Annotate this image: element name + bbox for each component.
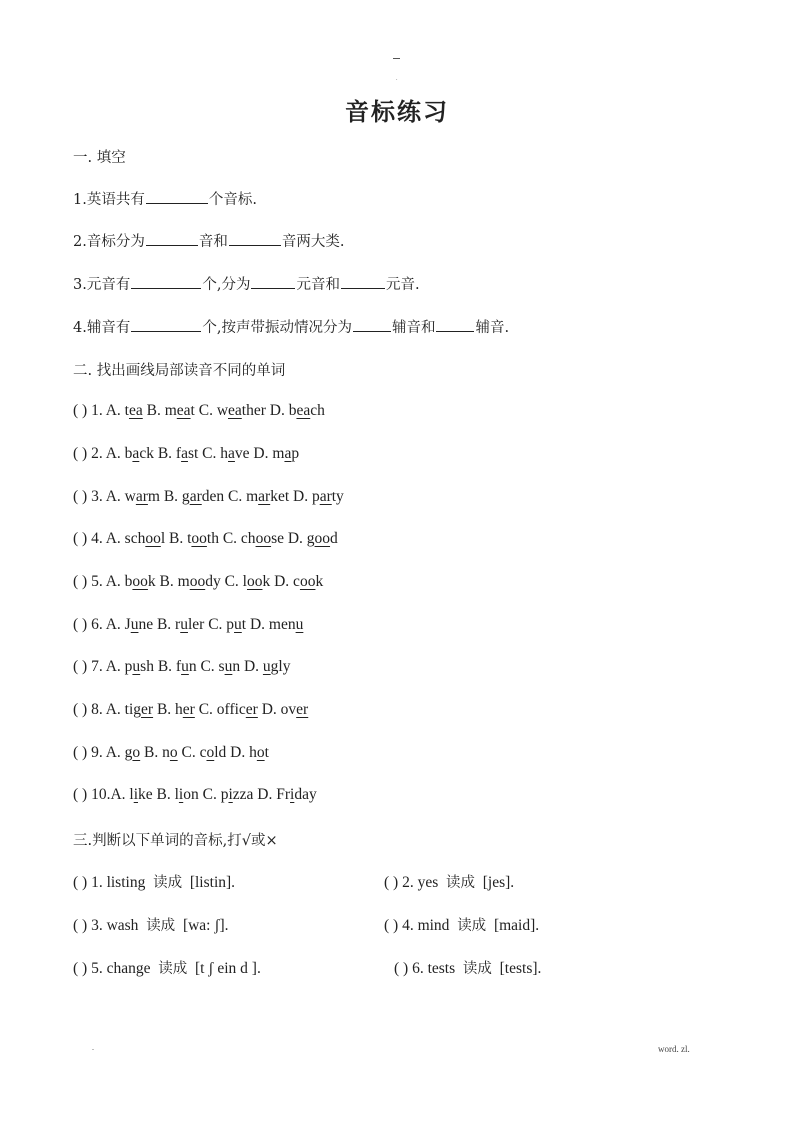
- pronunciation-item: [73, 530, 338, 548]
- item-text: ( ) 9. A. g: [73, 744, 133, 761]
- underlined-letters: i: [133, 786, 139, 803]
- item-text: B. n: [140, 744, 170, 761]
- underlined-letters: ar: [319, 488, 332, 505]
- fill-question-2: [73, 230, 344, 251]
- answer-blank[interactable]: [229, 231, 281, 246]
- q4-text-a: 4.辅音有: [73, 320, 131, 336]
- item-text: ne B. r: [138, 616, 181, 633]
- item-text: ket D. p: [270, 488, 320, 505]
- pronunciation-item: [73, 616, 303, 634]
- item-prefix: ( ) 2. yes: [384, 874, 439, 891]
- item-text: l B. t: [160, 530, 192, 547]
- pronunciation-item: [73, 701, 308, 719]
- phonetic-judge-item: [384, 914, 539, 935]
- q1-text-b: 个音标.: [208, 192, 257, 208]
- section3-heading: 三.判断以下单词的音标,打√或×: [73, 833, 278, 849]
- underlined-letters: ea: [176, 402, 191, 419]
- answer-blank[interactable]: [353, 317, 391, 332]
- underlined-letters: u: [180, 616, 188, 633]
- underlined-letters: oo: [246, 573, 263, 590]
- item-text: t C. w: [190, 402, 229, 419]
- underlined-letters: i: [290, 786, 295, 803]
- section2-heading: 二. 找出画线局部读音不同的单词: [73, 363, 286, 379]
- read-as-label: 读成: [153, 875, 183, 891]
- item-prefix: ( ) 4. mind: [384, 917, 450, 934]
- underlined-letters: a: [228, 445, 235, 462]
- item-text: n D.: [232, 658, 263, 675]
- item-prefix: ( ) 5. change: [73, 960, 151, 977]
- phonetic-judge-item: [73, 957, 261, 978]
- item-prefix: ( ) 6. tests: [394, 960, 456, 977]
- underlined-letters: o: [132, 744, 141, 761]
- ipa-text: [tests].: [499, 960, 542, 977]
- item-text: ( ) 2. A. b: [73, 445, 133, 462]
- underlined-letters: u: [132, 658, 141, 675]
- item-text: C. c: [177, 744, 207, 761]
- underlined-letters: o: [169, 744, 178, 761]
- underlined-letters: a: [284, 445, 292, 462]
- item-text: ld D. h: [214, 744, 257, 761]
- underlined-letters: u: [295, 616, 304, 633]
- underlined-letters: oo: [132, 573, 148, 590]
- underlined-letters: ea: [128, 402, 143, 419]
- phonetic-judge-item: [394, 957, 541, 978]
- item-text: dy C. l: [205, 573, 247, 590]
- underlined-letters: oo: [189, 573, 206, 590]
- item-text: ch: [310, 402, 325, 419]
- phonetic-judge-item: [73, 871, 235, 892]
- item-text: D. ov: [257, 701, 297, 718]
- item-prefix: ( ) 3. wash: [73, 917, 139, 934]
- underlined-letters: er: [182, 701, 195, 718]
- pronunciation-item: [73, 658, 290, 676]
- item-text: ( ) 6. A. J: [73, 616, 131, 633]
- underlined-letters: oo: [191, 530, 207, 547]
- q3-text-a: 3.元音有: [73, 277, 131, 293]
- item-text: zza D. Fr: [232, 786, 291, 803]
- item-text: ( ) 5. A. b: [73, 573, 133, 590]
- item-text: den C. m: [201, 488, 259, 505]
- underlined-letters: a: [181, 445, 188, 462]
- q2-text-a: 2.音标分为: [73, 234, 145, 250]
- fill-question-4: [73, 316, 509, 337]
- item-text: t D. men: [241, 616, 296, 633]
- read-as-label: 读成: [158, 961, 188, 977]
- underlined-letters: ea: [296, 402, 311, 419]
- item-text: p: [291, 445, 300, 462]
- pronunciation-item: [73, 573, 323, 591]
- underlined-letters: oo: [145, 530, 161, 547]
- pronunciation-item: [73, 445, 299, 463]
- header-dot: .: [396, 76, 398, 82]
- answer-blank[interactable]: [341, 274, 385, 289]
- item-text: t: [124, 402, 129, 419]
- q3-text-d: 元音.: [385, 277, 420, 293]
- underlined-letters: i: [178, 786, 184, 803]
- fill-question-3: [73, 273, 420, 294]
- item-text: sh B. f: [140, 658, 182, 675]
- underlined-letters: o: [206, 744, 215, 761]
- underlined-letters: ar: [135, 488, 148, 505]
- item-text: st C. h: [187, 445, 229, 462]
- underlined-letters: ea: [228, 402, 242, 419]
- underlined-letters: a: [132, 445, 140, 462]
- item-text: k D. c: [262, 573, 300, 590]
- ipa-text: [jes].: [482, 874, 515, 891]
- item-text: B. h: [153, 701, 183, 718]
- footer-dot: .: [92, 1043, 94, 1052]
- item-text: ( ) 8. A. tig: [73, 701, 142, 718]
- underlined-letters: er: [141, 701, 154, 718]
- answer-blank[interactable]: [146, 189, 208, 204]
- underlined-letters: u: [181, 658, 189, 675]
- item-text: m B. g: [147, 488, 190, 505]
- underlined-letters: oo: [255, 530, 272, 547]
- phonetic-judge-item: [384, 871, 514, 892]
- read-as-label: 读成: [462, 961, 492, 977]
- item-text: k: [315, 573, 324, 590]
- ipa-text: [listin].: [189, 874, 236, 891]
- pronunciation-item: [73, 786, 317, 804]
- underlined-letters: er: [296, 701, 309, 718]
- page-title: 音标练习: [345, 97, 449, 126]
- item-text: ( ) 10.A. l: [73, 786, 134, 803]
- underlined-letters: o: [256, 744, 265, 761]
- underlined-letters: ar: [189, 488, 202, 505]
- item-text: ( ) 3. A. w: [73, 488, 136, 505]
- underlined-letters: u: [130, 616, 139, 633]
- ipa-text: [t ʃ ein d ].: [194, 960, 261, 977]
- item-text: ke B. l: [138, 786, 179, 803]
- item-text: ( ) 4. A. sch: [73, 530, 146, 547]
- underlined-letters: u: [234, 616, 242, 633]
- item-text: gly: [270, 658, 291, 675]
- item-text: ve D. m: [234, 445, 285, 462]
- item-text: ( ) 7. A. p: [73, 658, 133, 675]
- read-as-label: 读成: [146, 918, 176, 934]
- fill-question-1: [73, 188, 257, 209]
- item-text: C. offic: [194, 701, 246, 718]
- answer-blank[interactable]: [436, 317, 474, 332]
- item-text: n C. s: [188, 658, 225, 675]
- item-text: k B. m: [147, 573, 190, 590]
- underlined-letters: u: [262, 658, 271, 675]
- q4-text-d: 辅音.: [475, 320, 510, 336]
- phonetic-judge-item: [73, 914, 229, 935]
- item-prefix: ( ) 1. listing: [73, 874, 146, 891]
- read-as-label: 读成: [446, 875, 475, 891]
- q4-text-b: 个,按声带振动情况分为: [202, 320, 352, 336]
- item-text: B. m: [142, 402, 177, 419]
- pronunciation-item: [73, 744, 269, 762]
- answer-blank[interactable]: [131, 317, 201, 332]
- answer-blank[interactable]: [251, 274, 295, 289]
- q1-text-a: 1.英语共有: [73, 192, 145, 208]
- q3-text-c: 元音和: [296, 277, 340, 293]
- footer-label: word. zl.: [658, 1044, 690, 1054]
- item-text: th C. ch: [206, 530, 256, 547]
- header-dash: [393, 58, 400, 59]
- item-text: ( ) 1. A.: [73, 402, 125, 419]
- item-text: ck B. f: [139, 445, 182, 462]
- pronunciation-item: [73, 402, 325, 420]
- q2-text-b: 音和: [198, 234, 228, 250]
- item-text: on C. p: [183, 786, 229, 803]
- underlined-letters: i: [228, 786, 233, 803]
- item-text: ty: [331, 488, 344, 505]
- q2-text-c: 音两大类.: [281, 234, 345, 250]
- item-text: day: [294, 786, 317, 803]
- answer-blank[interactable]: [146, 231, 198, 246]
- ipa-text: [maid].: [493, 917, 540, 934]
- underlined-letters: ar: [258, 488, 271, 505]
- q3-text-b: 个,分为: [202, 277, 251, 293]
- underlined-letters: oo: [314, 530, 331, 547]
- section1-heading: 一. 填空: [73, 150, 126, 166]
- underlined-letters: oo: [299, 573, 316, 590]
- item-text: ler C. p: [187, 616, 235, 633]
- underlined-letters: u: [224, 658, 233, 675]
- answer-blank[interactable]: [131, 274, 201, 289]
- pronunciation-item: [73, 488, 344, 506]
- q4-text-c: 辅音和: [391, 320, 436, 336]
- read-as-label: 读成: [457, 918, 487, 934]
- item-text: d: [330, 530, 338, 547]
- item-text: ther D. b: [241, 402, 297, 419]
- underlined-letters: er: [245, 701, 258, 718]
- ipa-text: [wa: ʃ].: [182, 917, 229, 934]
- item-text: t: [264, 744, 269, 761]
- item-text: se D. g: [271, 530, 315, 547]
